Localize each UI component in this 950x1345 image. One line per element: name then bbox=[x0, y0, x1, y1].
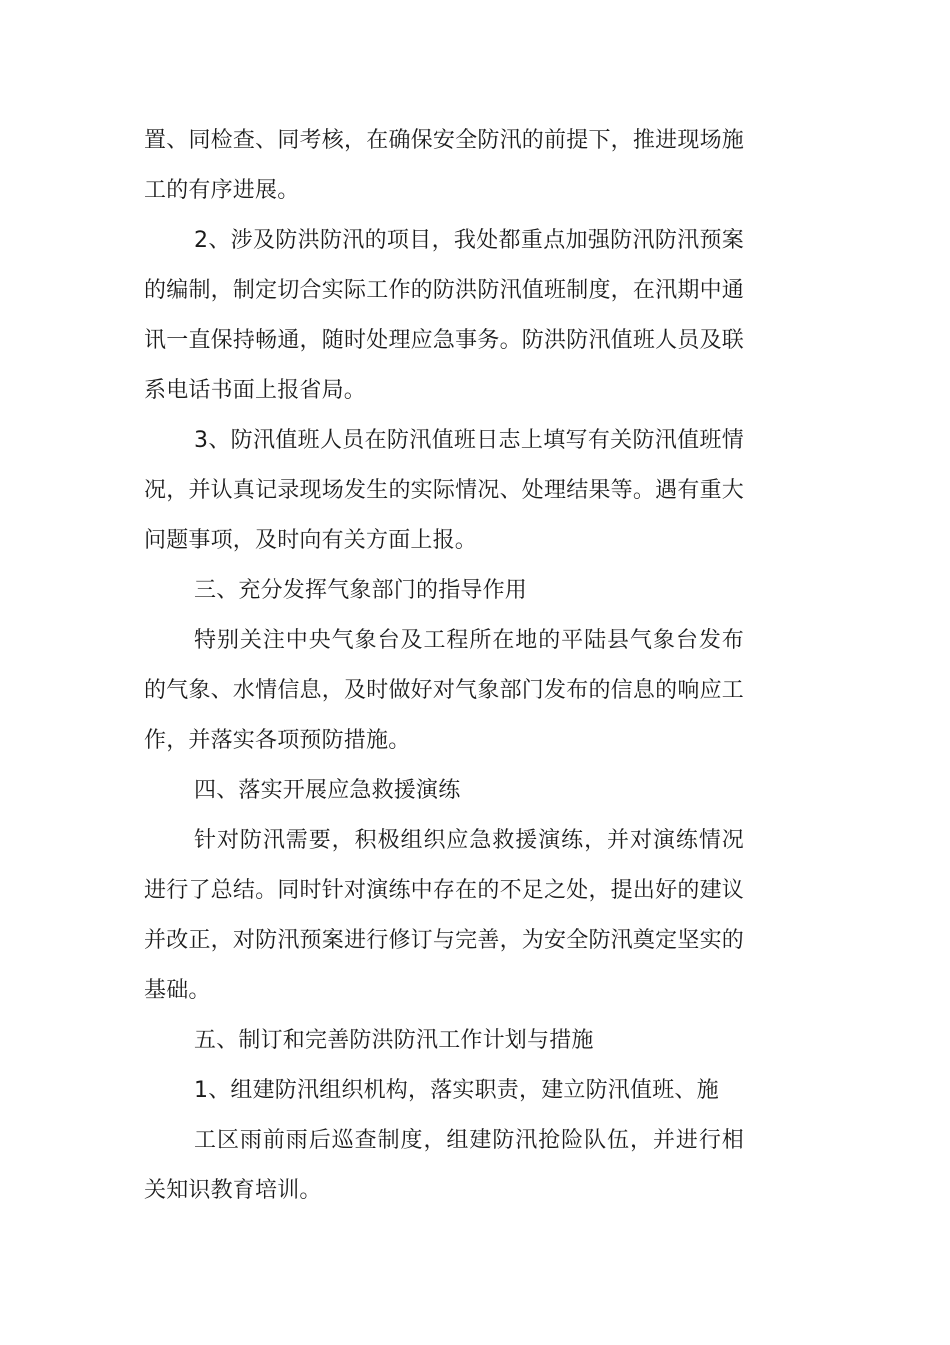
paragraph-item-2: 2、涉及防洪防汛的项目，我处都重点加强防汛防汛预案的编制，制定切合实际工作的防洪防汛值班制度，在汛期中通讯一直保持畅通，随时处理应急事务。防洪防汛值班人员及联系电话书面上报省局。 bbox=[144, 228, 744, 403]
document-body bbox=[144, 116, 744, 1216]
section-heading-5: 五、制订和完善防洪防汛工作计划与措施 bbox=[194, 1028, 594, 1053]
paragraph-drill: 针对防汛需要，积极组织应急救援演练，并对演练情况进行了总结。同时针对演练中存在的不足之处，提出好的建议并改正，对防汛预案进行修订与完善，为安全防汛奠定坚实的基础。 bbox=[144, 828, 744, 1003]
paragraph-item-1-line: 1、组建防汛组织机构，落实职责，建立防汛值班、施 bbox=[194, 1078, 719, 1103]
section-heading-4: 四、落实开展应急救援演练 bbox=[194, 778, 461, 803]
paragraph-weather: 特别关注中央气象台及工程所在地的平陆县气象台发布的气象、水情信息，及时做好对气象部门发布的信息的响应工作，并落实各项预防措施。 bbox=[144, 628, 744, 753]
section-heading-3: 三、充分发挥气象部门的指导作用 bbox=[194, 578, 528, 603]
paragraph-continuation: 置、同检查、同考核，在确保安全防汛的前提下，推进现场施工的有序进展。 bbox=[144, 128, 744, 203]
paragraph-item-3: 3、防汛值班人员在防汛值班日志上填写有关防汛值班情况，并认真记录现场发生的实际情况、处理结果等。遇有重大问题事项，及时向有关方面上报。 bbox=[144, 428, 744, 553]
paragraph-item-1-rest: 工区雨前雨后巡查制度，组建防汛抢险队伍，并进行相关知识教育培训。 bbox=[144, 1128, 744, 1203]
